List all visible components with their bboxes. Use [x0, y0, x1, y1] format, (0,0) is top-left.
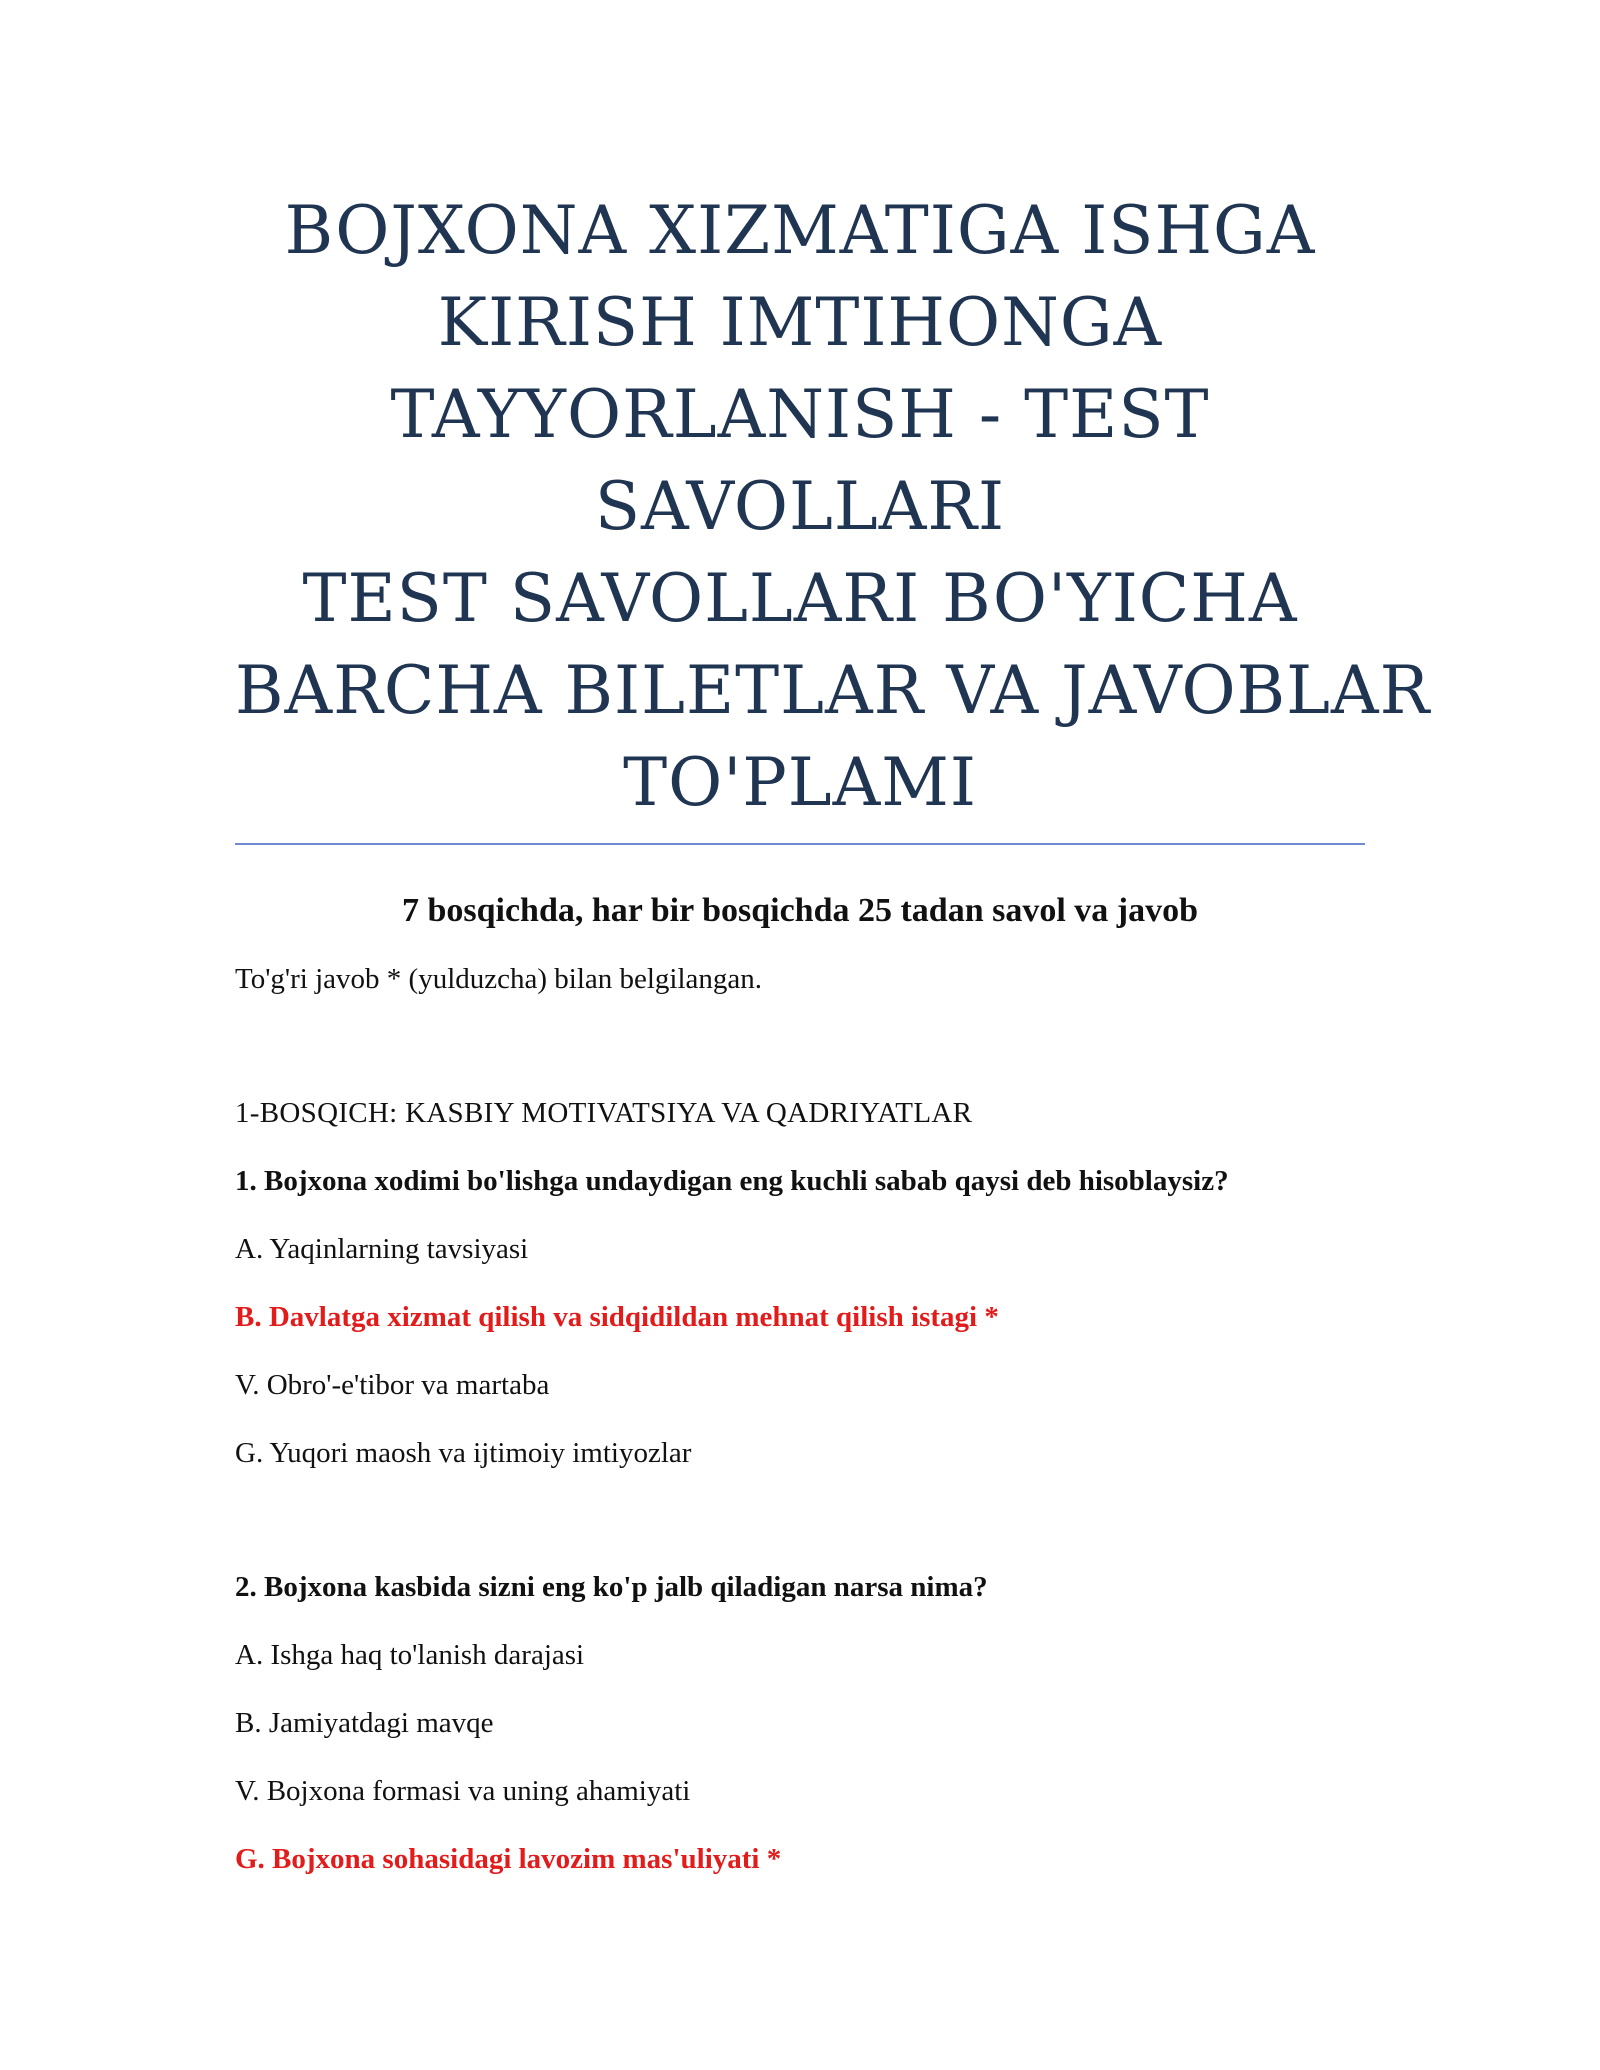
question-block: [235, 1163, 1365, 1471]
answer-key-note: To'g'ri javob * (yulduzcha) bilan belgilangan.: [235, 963, 763, 995]
document-title: [235, 185, 1431, 829]
document-subtitle: 7 bosqichda, har bir bosqichda 25 tadan savol va javob: [401, 892, 1199, 929]
correct-answer-option: G. Bojxona sohasidagi lavozim mas'uliyati *: [235, 1843, 782, 1875]
answer-option: A. Ishga haq to'lanish darajasi: [235, 1639, 585, 1671]
question-text: 1. Bojxona xodimi bo'lishga undaydigan eng kuchli sabab qaysi deb hisoblaysiz?: [235, 1165, 1229, 1197]
answer-option: V. Obro'-e'tibor va martaba: [235, 1369, 550, 1401]
answer-option: V. Bojxona formasi va uning ahamiyati: [235, 1775, 691, 1807]
title-divider: [235, 843, 1365, 845]
title-line-7: TO'PLAMI: [623, 744, 977, 821]
title-line-5: TEST SAVOLLARI BO'YICHA: [302, 560, 1298, 637]
question-block: [235, 1569, 1365, 1877]
title-line-1: BOJXONA XIZMATIGA ISHGA: [284, 192, 1316, 269]
answer-option: G. Yuqori maosh va ijtimoiy imtiyozlar: [235, 1437, 692, 1469]
answer-option: A. Yaqinlarning tavsiyasi: [235, 1233, 529, 1265]
title-line-2: KIRISH IMTIHONGA: [437, 284, 1163, 361]
document-page: [235, 185, 1431, 1877]
section-heading: 1-BOSQICH: KASBIY MOTIVATSIYA VA QADRIYATLAR: [235, 1097, 973, 1129]
answer-option: B. Jamiyatdagi mavqe: [235, 1707, 494, 1739]
title-line-3: TAYYORLANISH - TEST: [390, 376, 1210, 453]
title-line-4: SAVOLLARI: [594, 468, 1006, 545]
question-text: 2. Bojxona kasbida sizni eng ko'p jalb qiladigan narsa nima?: [235, 1571, 988, 1603]
title-line-6: BARCHA BILETLAR VA JAVOBLAR: [235, 652, 1431, 729]
correct-answer-option: B. Davlatga xizmat qilish va sidqidildan mehnat qilish istagi *: [235, 1301, 999, 1333]
